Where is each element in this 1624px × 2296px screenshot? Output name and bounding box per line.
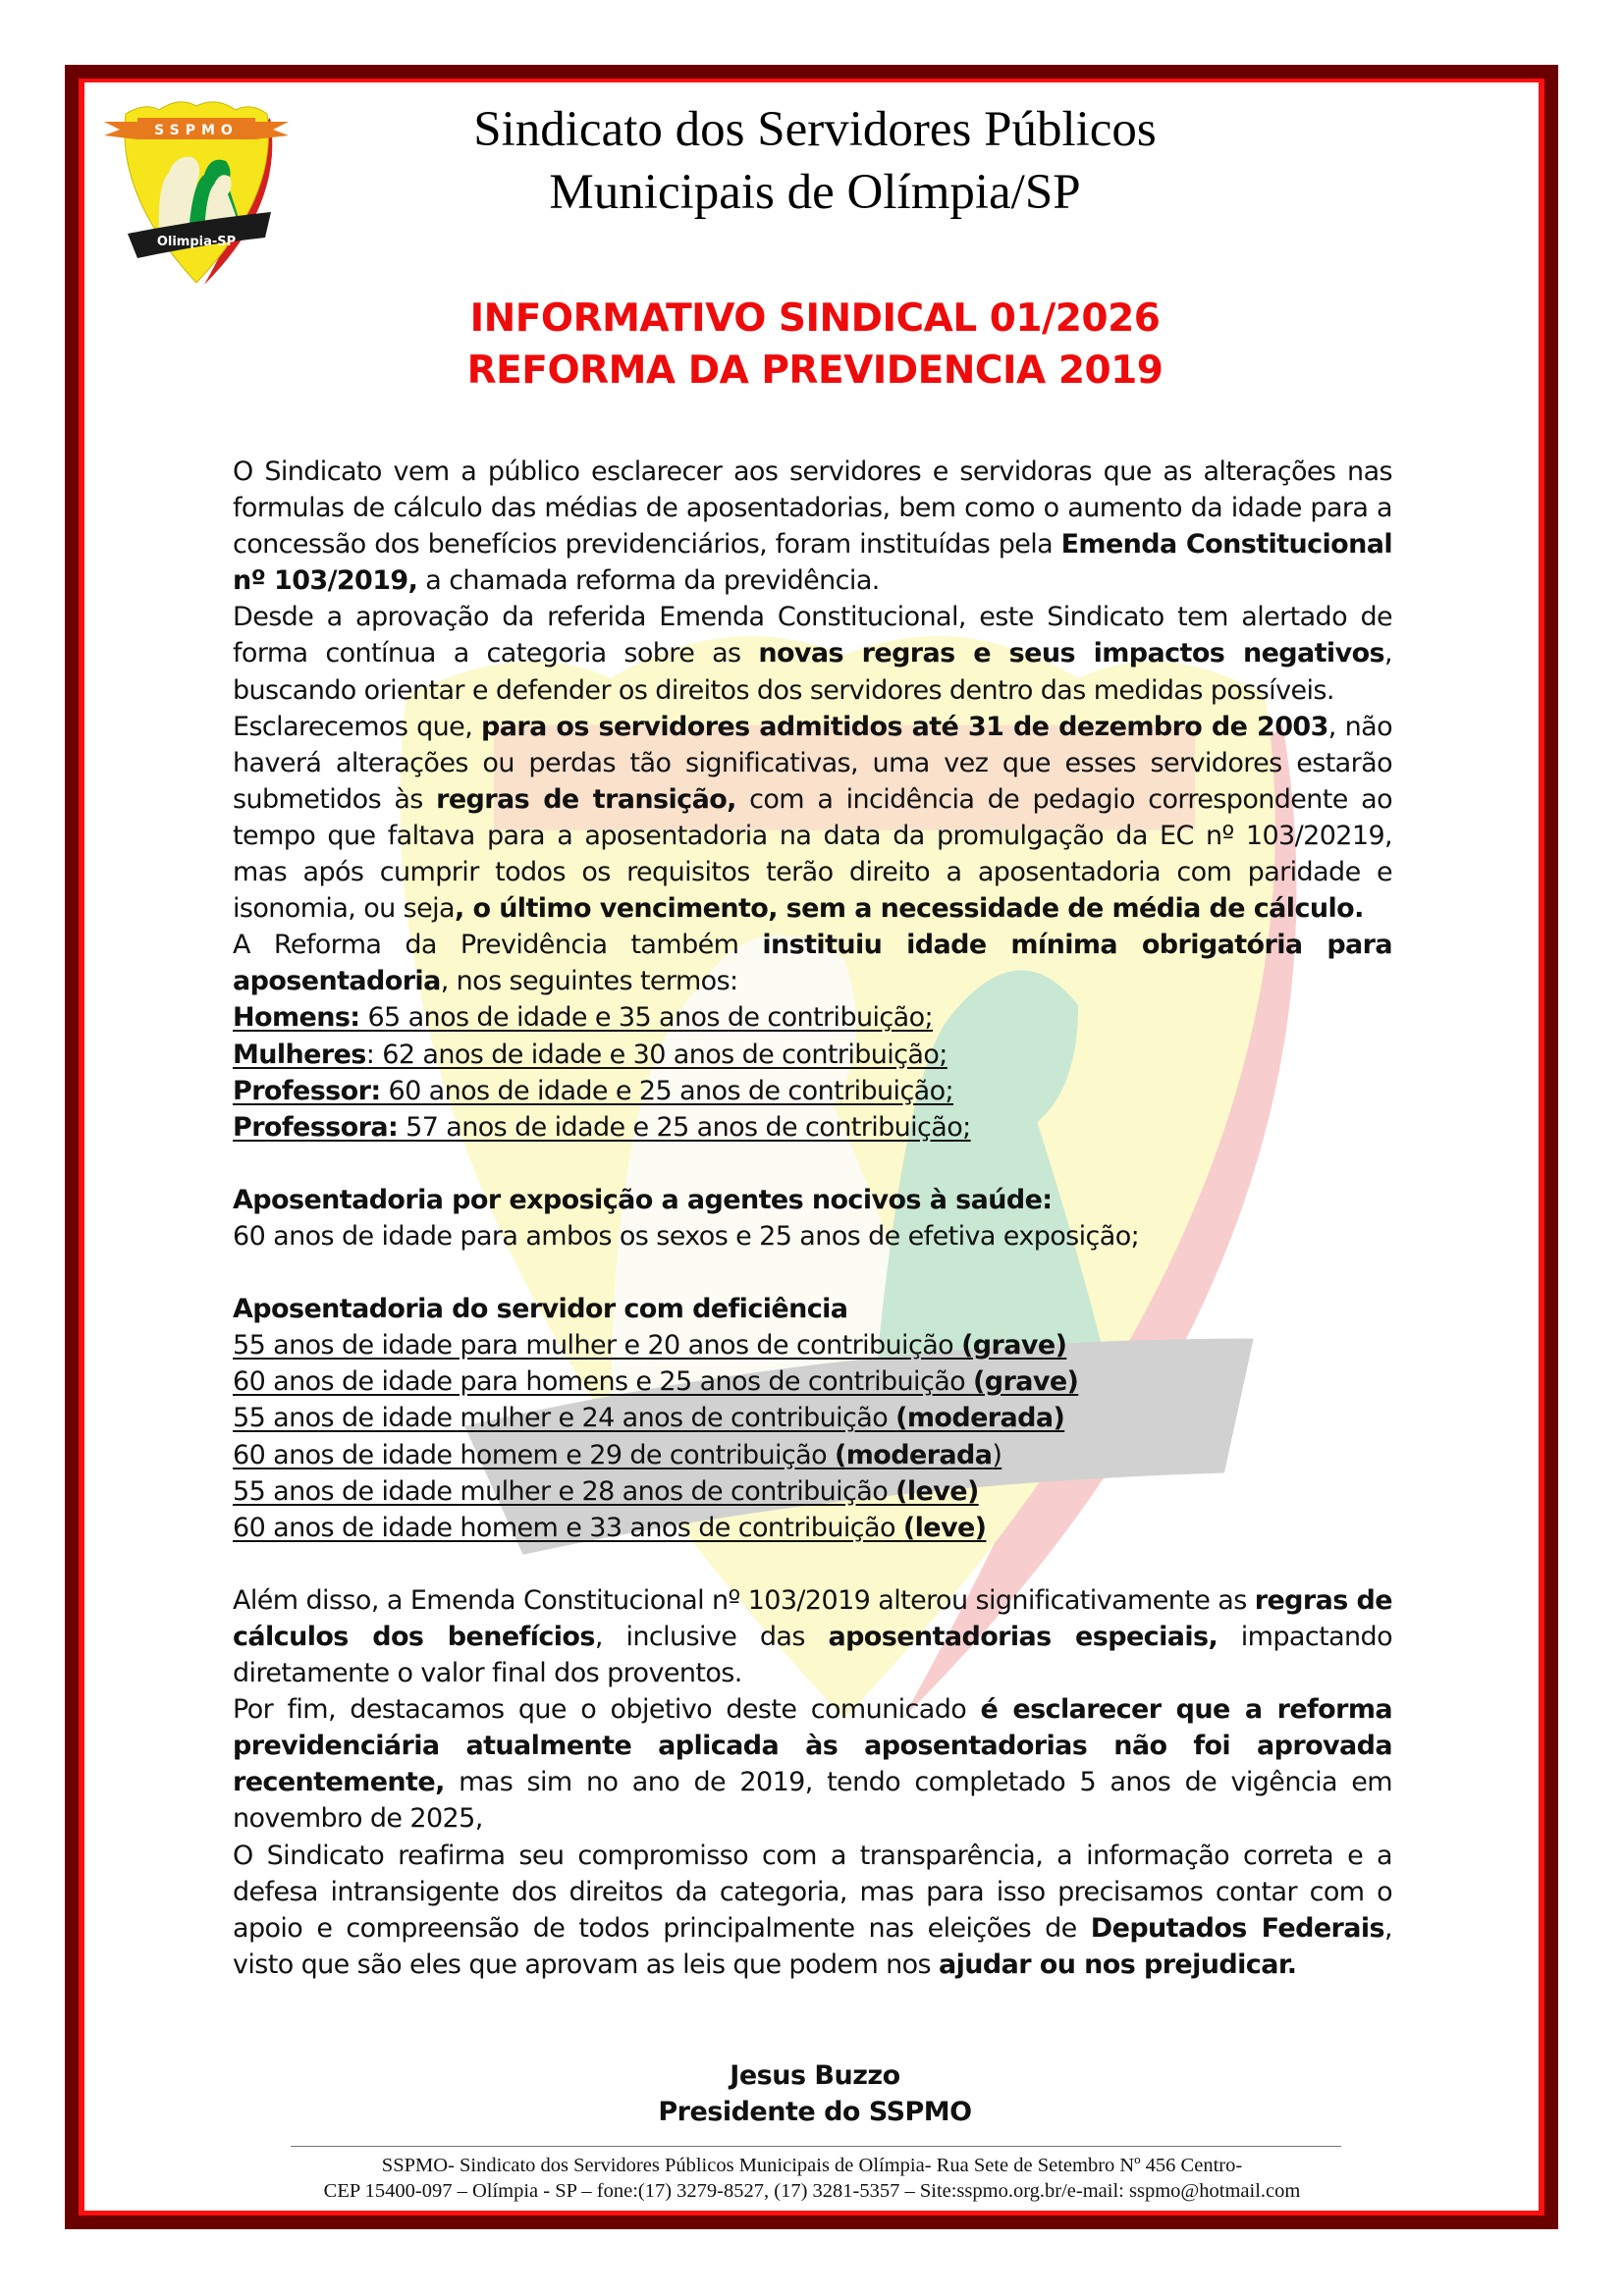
min-age-rule-women: Mulheres: 62 anos de idade e 30 anos de contribuição; xyxy=(233,1039,947,1070)
document-title xyxy=(373,293,1257,397)
paragraph-intro: O Sindicato vem a público esclarecer aos servidores e servidoras que as alterações nas formulas de cálculo das médias de aposentadorias, bem como o aumento da idade para a concessão dos benefícios previdenciários, foram instituídas pela Emenda Constitucional nº 103/2019, a chamada reforma da previdência. xyxy=(233,456,1392,597)
section-harmful-agents-text: 60 anos de idade para ambos os sexos e 25 anos de efetiva exposição; xyxy=(233,1220,1140,1252)
spacer xyxy=(233,1546,1392,1582)
paragraph-calculation-rules: Além disso, a Emenda Constitucional nº 103/2019 alterou significativamente as regras de cálculos dos benefícios, inclusive das aposentadorias especiais, impactando diretamente o valor final dos proventos. xyxy=(233,1584,1392,1689)
title-line1: INFORMATIVO SINDICAL 01/2026 xyxy=(469,296,1161,341)
section-harmful-agents-title: Aposentadoria por exposição a agentes nocivos à saúde: xyxy=(233,1184,1053,1215)
spacer xyxy=(233,1255,1392,1291)
logo-banner-text: SSPMO xyxy=(154,123,239,138)
section-disability-title: Aposentadoria do servidor com deficiência xyxy=(233,1294,848,1325)
document-body xyxy=(233,454,1392,1983)
footer-divider xyxy=(291,2146,1341,2147)
min-age-rule-female-teacher: Professora: 57 anos de idade e 25 anos de contribuição; xyxy=(233,1111,971,1143)
paragraph-alert: Desde a aprovação da referida Emenda Constitucional, este Sindicato tem alertado de forma contínua a categoria sobre as novas regras e seus impactos negativos, buscando orientar e defender os direitos dos servidores dentro das medidas possíveis. xyxy=(233,602,1392,706)
min-age-rule-male-teacher: Professor: 60 anos de idade e 25 anos de contribuição; xyxy=(233,1075,954,1106)
footer-contact xyxy=(196,2153,1428,2204)
signatory-role: Presidente do SSPMO xyxy=(658,2097,972,2127)
org-name-line2: Municipais de Olímpia/SP xyxy=(549,165,1081,220)
signature-block xyxy=(373,2057,1257,2130)
spacer xyxy=(233,1146,1392,1182)
paragraph-min-age: A Reforma da Previdência também instituiu idade mínima obrigatória para aposentadoria, nos seguintes termos: xyxy=(233,930,1393,997)
disability-rule: 55 anos de idade para mulher e 20 anos de contribuição (grave) xyxy=(233,1330,1067,1362)
disability-rule: 60 anos de idade homem e 29 de contribuição (moderada) xyxy=(233,1439,1002,1470)
footer-contacts: CEP 15400-097 – Olímpia - SP – fone:(17) 3279-8527, (17) 3281-5357 – Site:sspmo.org.br/e-mail: sspmo@hotmail.com xyxy=(323,2180,1301,2202)
sspmo-logo-icon xyxy=(98,86,295,293)
paragraph-transition-rules: Esclarecemos que, para os servidores admitidos até 31 de dezembro de 2003, não haverá alterações ou perdas tão significativas, uma vez que esses servidores estarão submetidos às regras de transição, com a incidência de pedagio correspondente ao tempo que faltava para a aposentadoria na data da promulgação da EC nº 103/20219, mas após cumprir todos os requisitos terão direito a aposentadoria com paridade e isonomia, ou seja, o último vencimento, sem a necessidade de média de cálculo. xyxy=(233,711,1393,925)
disability-rule: 60 anos de idade homem e 33 anos de contribuição (leve) xyxy=(233,1512,987,1543)
disability-rule: 55 anos de idade mulher e 28 anos de contribuição (leve) xyxy=(233,1475,979,1507)
footer-address: SSPMO- Sindicato dos Servidores Públicos Municipais de Olímpia- Rua Sete de Setembro Nº 456 Centro- xyxy=(381,2155,1243,2176)
disability-rule: 60 anos de idade para homens e 25 anos de contribuição (grave) xyxy=(233,1366,1079,1398)
logo-ribbon-text: Olimpia-SP xyxy=(156,235,237,249)
paragraph-commitment: O Sindicato reafirma seu compromisso com a transparência, a informação correta e a defesa intransigente dos direitos da categoria, mas para isso precisamos contar com o apoio e compreensão de todos principalmente nas eleições de Deputados Federais, visto que são eles que aprovam as leis que podem nos ajudar ou nos prejudicar. xyxy=(233,1840,1393,1980)
organization-name xyxy=(373,98,1257,224)
disability-rule: 55 anos de idade mulher e 24 anos de contribuição (moderada) xyxy=(233,1403,1065,1434)
min-age-rule-men: Homens: 65 anos de idade e 35 anos de contribuição; xyxy=(233,1002,933,1034)
signatory-name: Jesus Buzzo xyxy=(730,2060,900,2091)
org-name-line1: Sindicato dos Servidores Públicos xyxy=(473,102,1157,157)
title-line2: REFORMA DA PREVIDENCIA 2019 xyxy=(466,348,1164,393)
paragraph-clarification: Por fim, destacamos que o objetivo deste comunicado é esclarecer que a reforma previdenciária atualmente aplicada às aposentadorias não foi aprovada recentemente, mas sim no ano de 2019, tendo completado 5 anos de vigência em novembro de 2025, xyxy=(233,1694,1392,1835)
